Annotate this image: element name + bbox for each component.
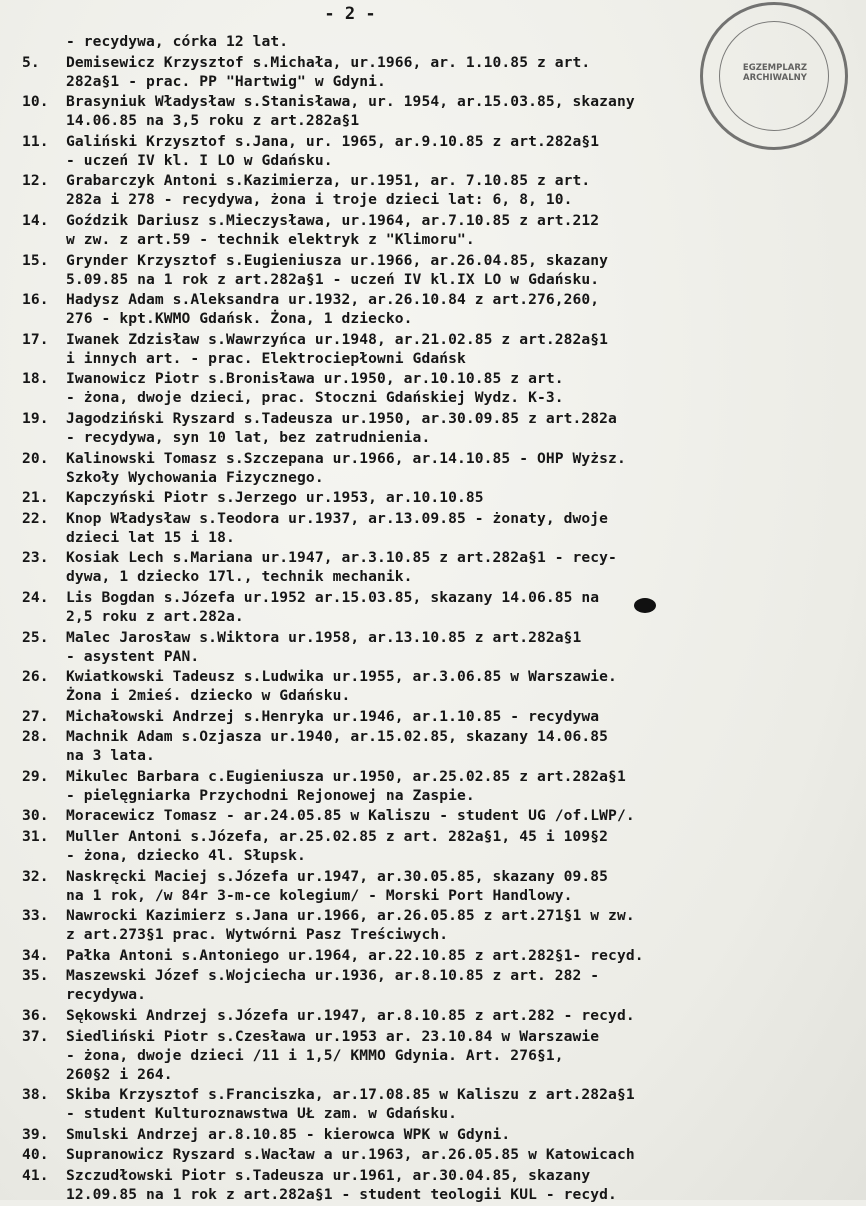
list-item <box>22 53 812 91</box>
entry-text: Demisewicz Krzysztof s.Michała, ur.1966, ar. 1.10.85 z art. 282a§1 - prac. PP "Hartwig" w Gdyni. <box>66 53 591 90</box>
list-item <box>22 92 812 130</box>
entry-number: 41. <box>22 1167 49 1184</box>
list-item <box>22 727 812 765</box>
entry-number: 21. <box>22 489 49 507</box>
list-item <box>22 946 812 965</box>
list-item <box>22 867 812 905</box>
entry-number: 24. <box>22 588 49 606</box>
list-item <box>22 509 812 547</box>
entry-number: 33. <box>22 907 49 925</box>
entry-text: Lis Bogdan s.Józefa ur.1952 ar.15.03.85, skazany 14.06.85 na 2,5 roku z art.282a. <box>66 588 600 625</box>
entry-number: 36. <box>22 1007 49 1025</box>
entry-text: Kapczyński Piotr s.Jerzego ur.1953, ar.10.10.85 <box>66 489 484 507</box>
entry-text: Brasyniuk Władysław s.Stanisława, ur. 1954, ar.15.03.85, skazany 14.06.85 na 3,5 roku z art.282a§1 <box>66 93 635 130</box>
list-item <box>22 1125 812 1144</box>
page-number: - 2 - <box>324 4 376 24</box>
entry-text: Nawrocki Kazimierz s.Jana ur.1966, ar.26.05.85 z art.271§1 w zw. z art.273§1 prac. Wytwórni Pasz Treściwych. <box>66 907 635 944</box>
continuation-text: - recydywa, córka 12 lat. <box>66 33 289 50</box>
entry-number: 38. <box>22 1086 49 1104</box>
entry-text: Kalinowski Tomasz s.Szczepana ur.1966, ar.14.10.85 - OHP Wyższ. Szkoły Wychowania Fizycznego. <box>66 449 626 486</box>
list-item <box>22 827 812 865</box>
list-item <box>22 628 812 666</box>
list-item <box>22 488 812 507</box>
entry-number: 31. <box>22 828 49 846</box>
entry-number: 10. <box>22 93 49 111</box>
entry-number: 22. <box>22 509 49 527</box>
entry-text: Supranowicz Ryszard s.Wacław a ur.1963, ar.26.05.85 w Katowicach <box>66 1146 635 1164</box>
list-item <box>22 132 812 170</box>
list-item <box>22 1085 812 1123</box>
list-item <box>22 707 812 726</box>
entry-text: Malec Jarosław s.Wiktora ur.1958, ar.13.10.85 z art.282a§1 - asystent PAN. <box>66 628 582 665</box>
list-item <box>22 211 812 249</box>
entry-text: Naskręcki Maciej s.Józefa ur.1947, ar.30.05.85, skazany 09.85 na 1 rok, /w 84r 3-m-ce kolegium/ - Morski Port Handlowy. <box>66 867 609 904</box>
list-item <box>22 290 812 328</box>
entry-text: Siedliński Piotr s.Czesława ur.1953 ar. 23.10.84 w Warszawie - żona, dwoje dzieci /11 i 1,5/ KMMO Gdynia. Art. 276§1, 260§2 i 264. <box>66 1027 600 1083</box>
list-item <box>22 251 812 289</box>
entry-text: Grynder Krzysztof s.Eugieniusza ur.1966, ar.26.04.85, skazany 5.09.85 na 1 rok z art.282a§1 - uczeń IV kl.IX LO w Gdańsku. <box>66 251 609 288</box>
list-item <box>22 906 812 944</box>
entry-number: 28. <box>22 728 49 746</box>
entries-container <box>22 53 812 1204</box>
entry-number: 12. <box>22 172 49 190</box>
entry-number: 5. <box>22 53 40 71</box>
list-item <box>22 330 812 368</box>
entry-number: 26. <box>22 668 49 686</box>
list-item <box>22 1166 812 1204</box>
entry-text: Grabarczyk Antoni s.Kazimierza, ur.1951, ar. 7.10.85 z art. 282a i 278 - recydywa, żona i troje dzieci lat: 6, 8, 10. <box>66 172 591 209</box>
entry-number: 14. <box>22 211 49 229</box>
entry-text: Kwiatkowski Tadeusz s.Ludwika ur.1955, ar.3.06.85 w Warszawie. Żona i 2mieś. dziecko w Gdańsku. <box>66 668 617 705</box>
entry-text: Knop Władysław s.Teodora ur.1937, ar.13.09.85 - żonaty, dwoje dzieci lat 15 i 18. <box>66 509 609 546</box>
list-item <box>22 767 812 805</box>
entry-number: 25. <box>22 628 49 646</box>
entry-number: 11. <box>22 132 49 150</box>
entry-text: Hadysz Adam s.Aleksandra ur.1932, ar.26.10.84 z art.276,260, 276 - kpt.KWMO Gdańsk. Żona, 1 dziecko. <box>66 291 600 328</box>
continuation-line <box>22 32 812 51</box>
entry-text: Skiba Krzysztof s.Franciszka, ar.17.08.85 w Kaliszu z art.282a§1 - student Kulturoznawstwa UŁ zam. w Gdańsku. <box>66 1086 635 1123</box>
entry-text: Muller Antoni s.Józefa, ar.25.02.85 z art. 282a§1, 45 i 109§2 - żona, dziecko 4l. Słupsk. <box>66 828 609 865</box>
entry-number: 20. <box>22 449 49 467</box>
entry-number: 18. <box>22 370 49 388</box>
entry-number: 30. <box>22 807 49 825</box>
list-item <box>22 1027 812 1084</box>
entry-number: 29. <box>22 767 49 785</box>
entry-text: Goździk Dariusz s.Mieczysława, ur.1964, ar.7.10.85 z art.212 w zw. z art.59 - technik elektryk z "Klimoru". <box>66 211 600 248</box>
entry-number: 27. <box>22 707 49 725</box>
entry-text: Galiński Krzysztof s.Jana, ur. 1965, ar.9.10.85 z art.282a§1 - uczeń IV kl. I LO w Gdańsku. <box>66 132 600 169</box>
entry-number: 34. <box>22 946 49 964</box>
entry-number: 37. <box>22 1027 49 1045</box>
list-item <box>22 548 812 586</box>
entry-text: Iwanek Zdzisław s.Wawrzyńca ur.1948, ar.21.02.85 z art.282a§1 i innych art. - prac. Elektrociepłowni Gdańsk <box>66 330 609 367</box>
list-item <box>22 667 812 705</box>
list-item <box>22 409 812 447</box>
entry-text: Pałka Antoni s.Antoniego ur.1964, ar.22.10.85 z art.282§1- recyd. <box>66 946 644 964</box>
entry-number: 16. <box>22 291 49 309</box>
list-item <box>22 369 812 407</box>
entry-text: Mikulec Barbara c.Eugieniusza ur.1950, ar.25.02.85 z art.282a§1 - pielęgniarka Przychodni Rejonowej na Zaspie. <box>66 767 626 804</box>
entry-text: Moracewicz Tomasz - ar.24.05.85 w Kaliszu - student UG /of.LWP/. <box>66 807 635 825</box>
list-item <box>22 966 812 1004</box>
entry-text: Smulski Andrzej ar.8.10.85 - kierowca WPK w Gdyni. <box>66 1125 511 1143</box>
archive-stamp-text: EGZEMPLARZ ARCHIWALNY <box>742 63 808 83</box>
entry-number: 19. <box>22 409 49 427</box>
entry-number: 17. <box>22 330 49 348</box>
entry-text: Kosiak Lech s.Mariana ur.1947, ar.3.10.85 z art.282a§1 - recy- dywa, 1 dziecko 17l., technik mechanik. <box>66 549 617 586</box>
list-item <box>22 1006 812 1025</box>
entry-number: 40. <box>22 1146 49 1164</box>
entry-list <box>22 32 812 1206</box>
entry-text: Jagodziński Ryszard s.Tadeusza ur.1950, ar.30.09.85 z art.282a - recydywa, syn 10 lat, bez zatrudnienia. <box>66 409 617 446</box>
entry-text: Maszewski Józef s.Wojciecha ur.1936, ar.8.10.85 z art. 282 - recydywa. <box>66 967 600 1004</box>
list-item <box>22 171 812 209</box>
list-item <box>22 1145 812 1164</box>
entry-text: Szczudłowski Piotr s.Tadeusza ur.1961, ar.30.04.85, skazany 12.09.85 na 1 rok z art.282a§1 - student teologii KUL - recyd. <box>66 1167 617 1203</box>
list-item <box>22 806 812 825</box>
entry-number: 32. <box>22 867 49 885</box>
entry-text: Michałowski Andrzej s.Henryka ur.1946, ar.1.10.85 - recydywa <box>66 707 600 725</box>
list-item <box>22 449 812 487</box>
entry-number: 15. <box>22 251 49 269</box>
entry-text: Machnik Adam s.Ozjasza ur.1940, ar.15.02.85, skazany 14.06.85 na 3 lata. <box>66 728 609 765</box>
entry-number: 35. <box>22 967 49 985</box>
entry-number: 23. <box>22 549 49 567</box>
list-item <box>22 588 812 626</box>
entry-text: Sękowski Andrzej s.Józefa ur.1947, ar.8.10.85 z art.282 - recyd. <box>66 1007 635 1025</box>
entry-text: Iwanowicz Piotr s.Bronisława ur.1950, ar.10.10.85 z art. - żona, dwoje dzieci, prac. Stoczni Gdańskiej Wydz. K-3. <box>66 370 564 407</box>
entry-number: 39. <box>22 1125 49 1143</box>
